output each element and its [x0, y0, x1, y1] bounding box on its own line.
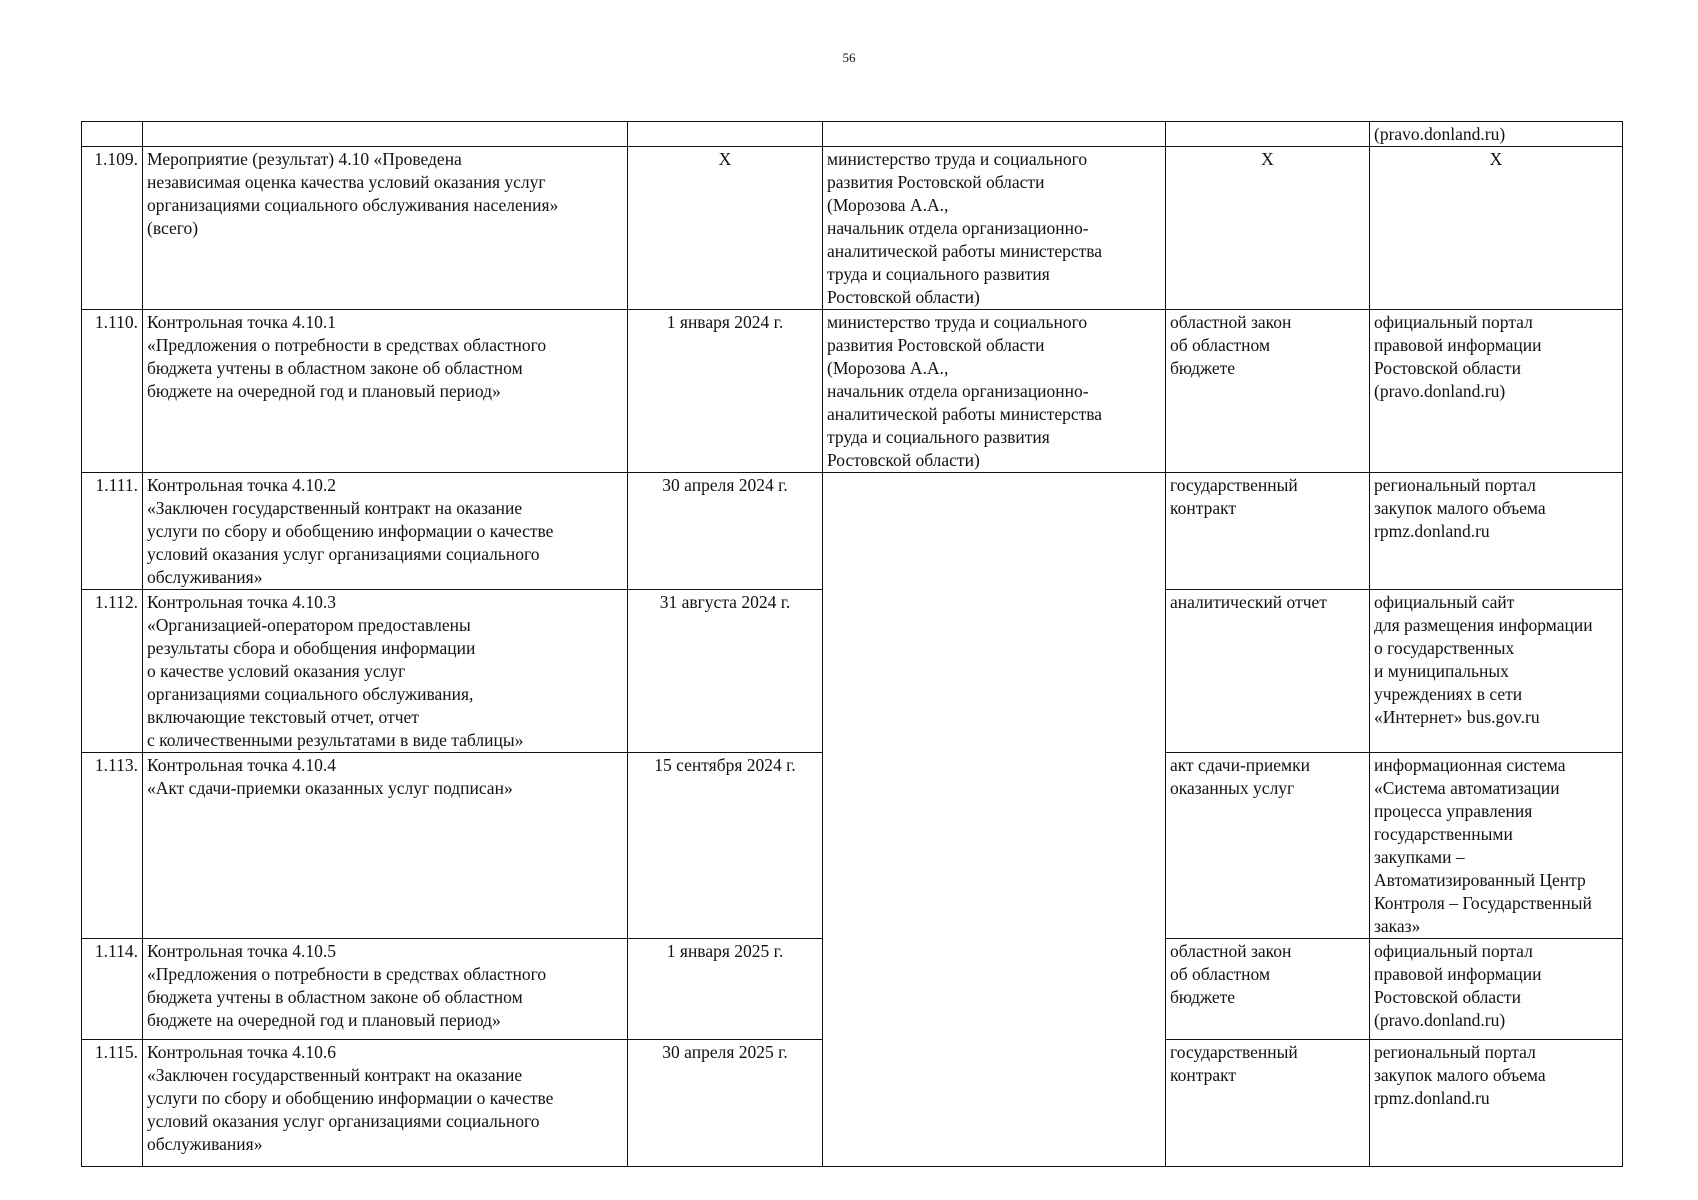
source-cell: региональный портал закупок малого объема rpmz.donland.ru	[1370, 473, 1623, 590]
page-number: 56	[842, 50, 856, 65]
row-number-cell: 1.109.	[82, 147, 143, 310]
table-row	[82, 122, 1623, 147]
row-number-cell: 1.111.	[82, 473, 143, 590]
row-number-cell: 1.115.	[82, 1040, 143, 1167]
title-cell: Контрольная точка 4.10.6 «Заключен государственный контракт на оказание услуги по сбору и обобщению информации о качестве условий оказания услуг организациями социального обслуживания»	[143, 1040, 628, 1167]
row-number-cell: 1.113.	[82, 753, 143, 939]
date-cell: 31 августа 2024 г.	[628, 590, 823, 753]
table-row	[82, 310, 1623, 473]
date-cell: 15 сентября 2024 г.	[628, 753, 823, 939]
source-cell: информационная система «Система автоматизации процесса управления государственными закупками – Автоматизированный Центр Контроля – Государственный заказ»	[1370, 753, 1623, 939]
source-cell: официальный портал правовой информации Ростовской области (pravo.donland.ru)	[1370, 310, 1623, 473]
doc-type-cell: государственный контракт	[1166, 473, 1370, 590]
source-cell: официальный сайт для размещения информации о государственных и муниципальных учреждениях в сети «Интернет» bus.gov.ru	[1370, 590, 1623, 753]
responsible-cell-merged	[823, 473, 1166, 1167]
date-cell: 1 января 2025 г.	[628, 939, 823, 1040]
title-cell: Контрольная точка 4.10.1 «Предложения о потребности в средствах областного бюджета учтены в областном законе об областном бюджете на очередной год и плановый период»	[143, 310, 628, 473]
doc-type-cell: акт сдачи-приемки оказанных услуг	[1166, 753, 1370, 939]
row-number-cell: 1.112.	[82, 590, 143, 753]
doc-type-cell: X	[1166, 147, 1370, 310]
doc-type-cell	[1166, 122, 1370, 147]
doc-type-cell: аналитический отчет	[1166, 590, 1370, 753]
control-points-table	[81, 121, 1623, 1167]
title-cell	[143, 122, 628, 147]
responsible-cell	[823, 122, 1166, 147]
title-cell: Контрольная точка 4.10.2 «Заключен государственный контракт на оказание услуги по сбору и обобщению информации о качестве условий оказания услуг организациями социального обслуживания»	[143, 473, 628, 590]
date-cell: 30 апреля 2024 г.	[628, 473, 823, 590]
row-number-cell: 1.114.	[82, 939, 143, 1040]
table-row	[82, 473, 1623, 590]
source-cell: X	[1370, 147, 1623, 310]
doc-type-cell: областной закон об областном бюджете	[1166, 939, 1370, 1040]
source-cell: официальный портал правовой информации Ростовской области (pravo.donland.ru)	[1370, 939, 1623, 1040]
title-cell: Контрольная точка 4.10.5 «Предложения о потребности в средствах областного бюджета учтены в областном законе об областном бюджете на очередной год и плановый период»	[143, 939, 628, 1040]
responsible-cell: министерство труда и социального развития Ростовской области (Морозова А.А., начальник отдела организационно- аналитической работы министерства труда и социального развития Ростовской области)	[823, 147, 1166, 310]
row-number-cell: 1.110.	[82, 310, 143, 473]
date-cell: 30 апреля 2025 г.	[628, 1040, 823, 1167]
date-cell: X	[628, 147, 823, 310]
date-cell	[628, 122, 823, 147]
row-number-cell	[82, 122, 143, 147]
date-cell: 1 января 2024 г.	[628, 310, 823, 473]
source-cell: (pravo.donland.ru)	[1370, 122, 1623, 147]
responsible-cell: министерство труда и социального развития Ростовской области (Морозова А.А., начальник отдела организационно- аналитической работы министерства труда и социального развития Ростовской области)	[823, 310, 1166, 473]
doc-type-cell: государственный контракт	[1166, 1040, 1370, 1167]
table-row	[82, 147, 1623, 310]
title-cell: Контрольная точка 4.10.4 «Акт сдачи-приемки оказанных услуг подписан»	[143, 753, 628, 939]
title-cell: Мероприятие (результат) 4.10 «Проведена независимая оценка качества условий оказания услуг организациями социального обслуживания населения» (всего)	[143, 147, 628, 310]
title-cell: Контрольная точка 4.10.3 «Организацией-оператором предоставлены результаты сбора и обобщения информации о качестве условий оказания услуг организациями социального обслуживания, включающие текстовый отчет, отчет с количественными результатами в виде таблицы»	[143, 590, 628, 753]
doc-type-cell: областной закон об областном бюджете	[1166, 310, 1370, 473]
source-cell: региональный портал закупок малого объема rpmz.donland.ru	[1370, 1040, 1623, 1167]
